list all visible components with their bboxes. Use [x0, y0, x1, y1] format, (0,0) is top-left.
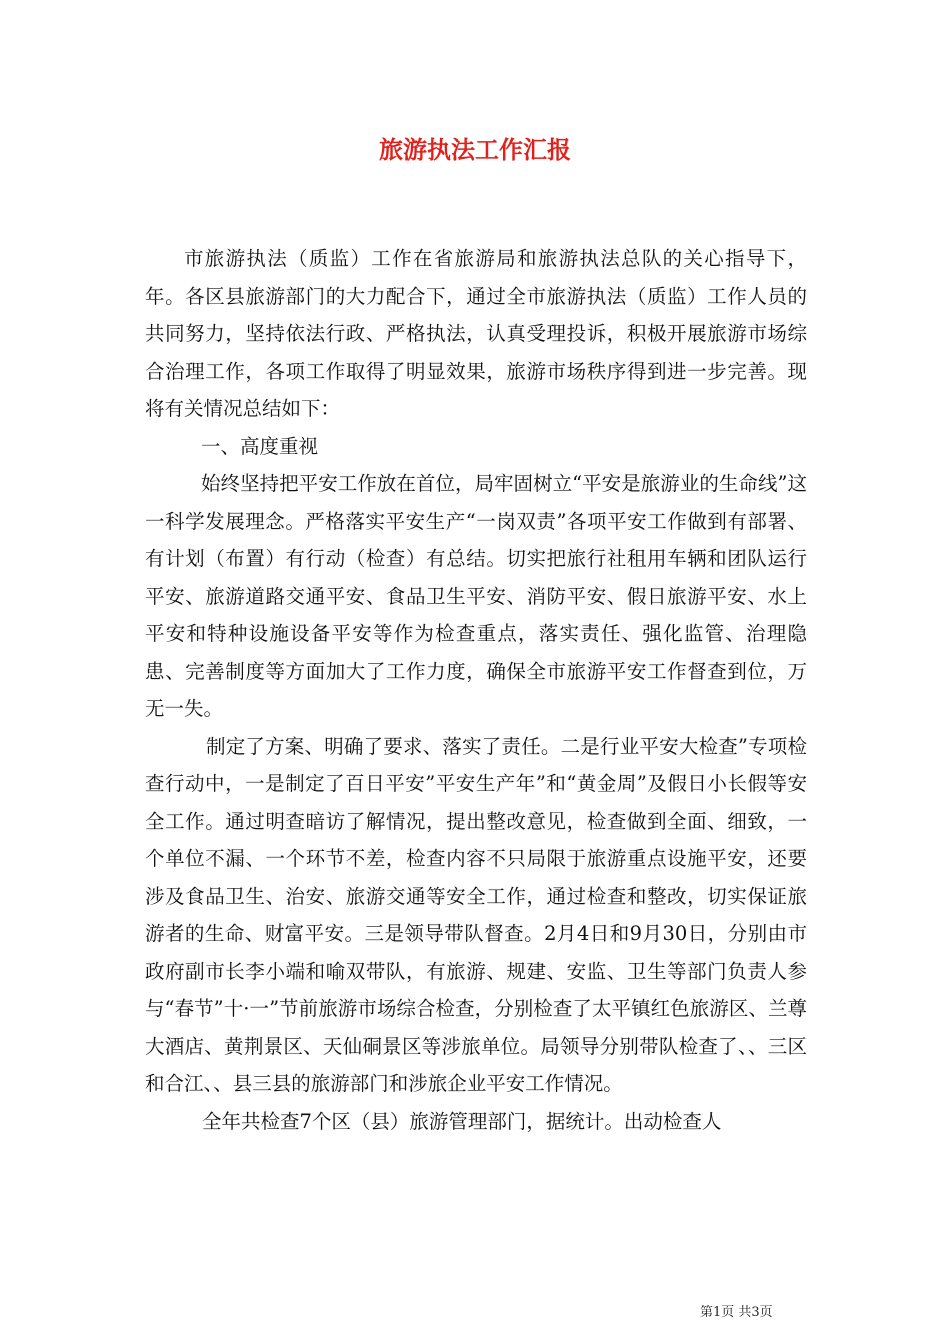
paragraph-safety: 始终坚持把平安工作放在首位，局牢固树立“平安是旅游业的生命线”这一科学发展理念。严格落实平安生产“一岗双责”各项平安工作做到有部署、有计划（布置）有行动（检查）有总结。切实把旅行社租用车辆和团队运行平安、旅游道路交通平安、食品卫生平安、消防平安、假日旅游平安、水上平安和特种设施设备平安等作为检查重点，落实责任、强化监管、治理隐患、完善制度等方面加大了工作力度，确保全市旅游平安工作督查到位，万无一失。 [145, 472, 807, 720]
paragraph-intro: 市旅游执法（质监）工作在省旅游局和旅游执法总队的关心指导下，年。各区县旅游部门的大力配合下，通过全市旅游执法（质监）工作人员的共同努力，坚持依法行政、严格执法，认真受理投诉，积极开展旅游市场综合治理工作，各项工作取得了明显效果，旅游市场秩序得到进一步完善。现将有关情况总结如下： [145, 247, 807, 420]
page-number: 第1页 共3页 [700, 1305, 773, 1320]
document-title: 旅游执法工作汇报 [379, 135, 571, 164]
paragraph-inspection: 制定了方案、明确了要求、落实了责任。二是行业平安大检查”专项检查行动中，一是制定了百日平安”平安生产年”和“黄金周”及假日小长假等安全工作。通过明查暗访了解情况，提出整改意见，检查做到全面、细致，一个单位不漏、一个环节不差，检查内容不只局限于旅游重点设施平安，还要涉及食品卫生、治安、旅游交通等安全工作，通过检查和整改，切实保证旅游者的生命、财富平安。三是领导带队督查。2月4日和9月30日，分别由市政府副市长李小端和喻双带队，有旅游、规建、安监、卫生等部门负责人参与“春节”十·一”节前旅游市场综合检查，分别检查了太平镇红色旅游区、兰尊大酒店、黄荆景区、天仙硐景区等涉旅单位。局领导分别带队检查了、、三区和合江、、县三县的旅游部门和涉旅企业平安工作情况。 [145, 734, 807, 1095]
paragraph-statistics: 全年共检查7个区（县）旅游管理部门，据统计。出动检查人 [202, 1109, 722, 1133]
document-body [145, 240, 807, 1140]
section-heading: 一、高度重视 [201, 434, 319, 458]
